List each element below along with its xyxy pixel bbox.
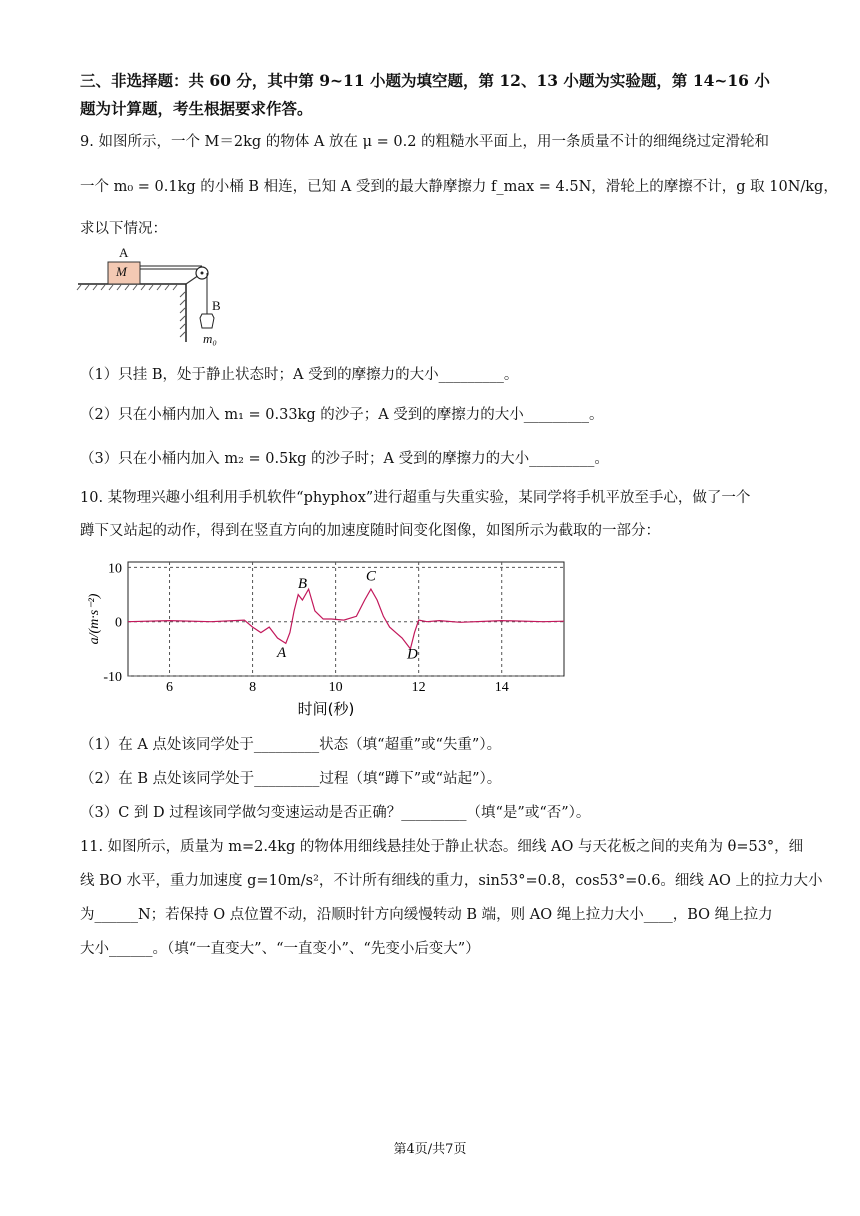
q11-line-2: 线 BO 水平，重力加速度 g=10m/s²，不计所有细线的重力，sin53°=0.8，cos53°=0.6。细线 AO 上的拉力大小 [80, 873, 823, 889]
y-axis-label: a/(m·s⁻²) [87, 593, 102, 645]
point-label-a: A [277, 645, 287, 661]
q9-sub-2: （2）只在小桶内加入 m₁ = 0.33kg 的沙子；A 受到的摩擦力的大小_________。 [80, 407, 604, 423]
y-tick-label: 0 [115, 615, 122, 631]
x-tick-label: 12 [411, 680, 426, 695]
q10-sub-3: （3）C 到 D 过程该同学做匀变速运动是否正确？_________（填“是”或“否”）。 [80, 805, 591, 821]
y-tick-label: -10 [103, 670, 122, 685]
point-label-d: D [407, 646, 418, 663]
y-tick-label: 10 [108, 561, 122, 577]
acceleration-chart [78, 556, 578, 720]
q9-sub-3: （3）只在小桶内加入 m₂ = 0.5kg 的沙子时；A 受到的摩擦力的大小_________。 [80, 451, 609, 467]
x-tick-label: 8 [249, 680, 257, 695]
q11-line-3: 为______N；若保持 O 点位置不动，沿顺时针方向缓慢转动 B 端，则 AO 绳上拉力大小____，BO 绳上拉力 [80, 907, 773, 923]
q9-label-m0: m₀ [203, 331, 217, 346]
x-tick-label: 14 [494, 680, 509, 695]
q10-line-1: 10. 某物理兴趣小组利用手机软件“phyphox”进行超重与失重实验，某同学将手机平放至手心，做了一个 [80, 490, 751, 506]
x-tick-label: 6 [166, 680, 174, 695]
q9-line-1: 9. 如图所示，一个 M＝2kg 的物体 A 放在 μ = 0.2 的粗糙水平面上，用一条质量不计的细绳绕过定滑轮和 [80, 134, 770, 150]
q10-sub-1: （1）在 A 点处该同学处于_________状态（填“超重”或“失重”）。 [80, 737, 502, 753]
q9-line-3: 求以下情况： [80, 221, 167, 237]
point-label-b: B [297, 576, 307, 593]
point-label-c: C [365, 568, 376, 585]
q9-label-a: A [119, 245, 129, 260]
q10-sub-2: （2）在 B 点处该同学处于_________过程（填“蹲下”或“站起”）。 [80, 771, 502, 787]
page-footer: 第4页/共7页 [393, 1142, 467, 1157]
q11-line-4: 大小______。（填“一直变大”、“一直变小”、“先变小后变大”） [80, 941, 480, 957]
q11-line-1: 11. 如图所示，质量为 m=2.4kg 的物体用细线悬挂处于静止状态。细线 AO 与天花板之间的夹角为 θ=53°，细 [80, 839, 804, 855]
x-tick-label: 10 [328, 680, 343, 695]
q9-label-m: M [116, 264, 127, 279]
q9-sub-1: （1）只挂 B，处于静止状态时；A 受到的摩擦力的大小_________。 [80, 367, 519, 383]
section-heading-line-2: 题为计算题，考生根据要求作答。 [80, 99, 313, 118]
acceleration-series-line [128, 589, 564, 649]
q9-line-2: 一个 m₀ = 0.1kg 的小桶 B 相连，已知 A 受到的最大静摩擦力 f_max = 4.5N，滑轮上的摩擦不计，g 取 10N/kg， [80, 179, 838, 195]
section-heading-line-1: 三、非选择题：共 60 分，其中第 9~11 小题为填空题，第 12、13 小题为实验题，第 14~16 小 [80, 71, 770, 90]
q10-line-2: 蹲下又站起的动作，得到在竖直方向的加速度随时间变化图像，如图所示为截取的一部分： [80, 523, 660, 539]
q9-label-b: B [212, 298, 221, 313]
x-axis-label: 时间(秒) [297, 700, 355, 718]
